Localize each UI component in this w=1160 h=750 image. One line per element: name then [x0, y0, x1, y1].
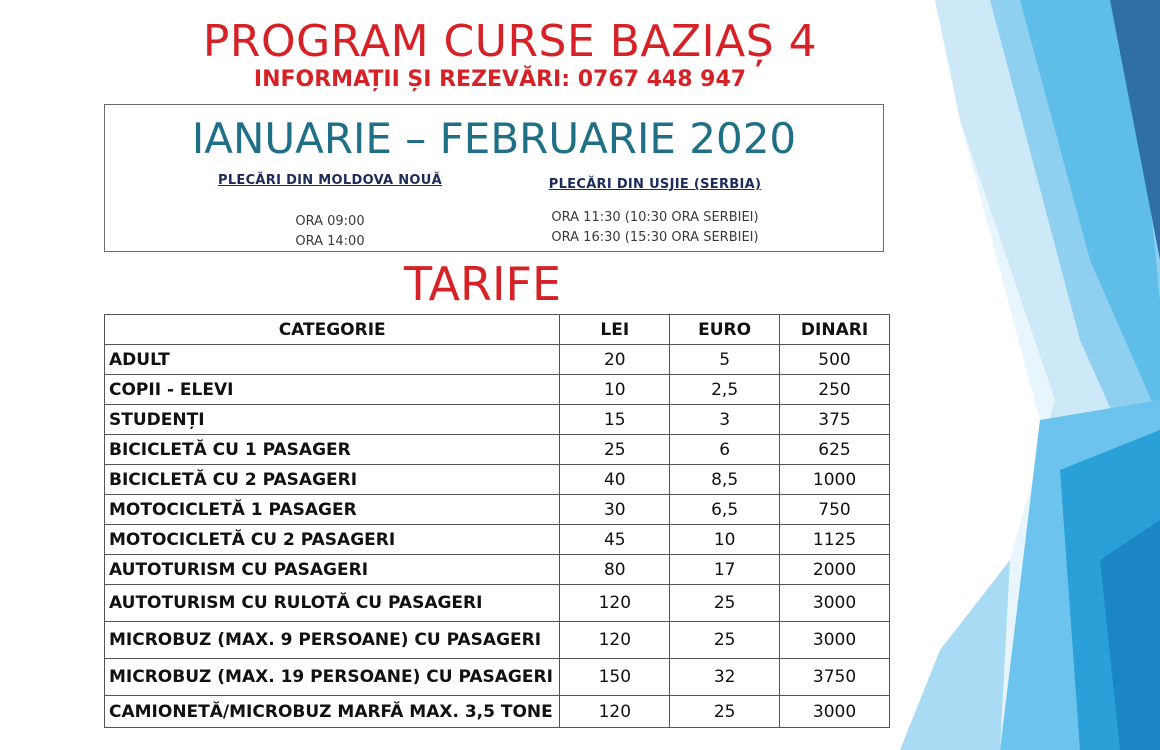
category-cell: CAMIONETĂ/MICROBUZ MARFĂ MAX. 3,5 TONE	[105, 696, 560, 728]
table-row	[105, 525, 890, 555]
euro-cell: 8,5	[670, 465, 780, 495]
category-cell: MICROBUZ (MAX. 19 PERSOANE) CU PASAGERI	[105, 659, 560, 696]
departures-heading: PLECĂRI DIN MOLDOVA NOUĂ	[218, 173, 442, 188]
category-cell: BICICLETĂ CU 2 PASAGERI	[105, 465, 560, 495]
info-reservations-line: INFORMAȚII ȘI REZEVĂRI: 0767 448 947	[253, 67, 747, 92]
dinari-cell: 250	[780, 375, 890, 405]
schedule-period: IANUARIE – FEBRUARIE 2020	[191, 114, 797, 163]
table-row	[105, 405, 890, 435]
category-cell: ADULT	[105, 345, 560, 375]
departure-times	[495, 208, 815, 248]
dinari-cell: 500	[780, 345, 890, 375]
euro-cell: 32	[670, 659, 780, 696]
lei-cell: 120	[560, 696, 670, 728]
table-row	[105, 375, 890, 405]
table-header-row	[105, 315, 890, 345]
table-row	[105, 435, 890, 465]
column-header-euro: EURO	[670, 315, 780, 345]
page-title: PROGRAM CURSE BAZIAȘ 4	[202, 16, 818, 67]
dinari-cell: 625	[780, 435, 890, 465]
table-row	[105, 495, 890, 525]
euro-cell: 10	[670, 525, 780, 555]
dinari-cell: 1125	[780, 525, 890, 555]
table-row	[105, 696, 890, 728]
euro-cell: 6	[670, 435, 780, 465]
euro-cell: 2,5	[670, 375, 780, 405]
table-row	[105, 555, 890, 585]
table-row	[105, 585, 890, 622]
euro-cell: 25	[670, 585, 780, 622]
tariffs-table	[104, 314, 890, 728]
dinari-cell: 3750	[780, 659, 890, 696]
lei-cell: 10	[560, 375, 670, 405]
dinari-cell: 375	[780, 405, 890, 435]
departures-moldova-noua	[175, 173, 485, 252]
departure-time: ORA 09:00	[295, 214, 365, 229]
category-cell: MOTOCICLETĂ 1 PASAGER	[105, 495, 560, 525]
lei-cell: 45	[560, 525, 670, 555]
column-header-lei: LEI	[560, 315, 670, 345]
lei-cell: 25	[560, 435, 670, 465]
lei-cell: 30	[560, 495, 670, 525]
schedule-box	[104, 104, 884, 252]
lei-cell: 20	[560, 345, 670, 375]
category-cell: AUTOTURISM CU PASAGERI	[105, 555, 560, 585]
dinari-cell: 2000	[780, 555, 890, 585]
table-row	[105, 345, 890, 375]
category-cell: COPII - ELEVI	[105, 375, 560, 405]
category-cell: BICICLETĂ CU 1 PASAGER	[105, 435, 560, 465]
category-cell: MOTOCICLETĂ CU 2 PASAGERI	[105, 525, 560, 555]
dinari-cell: 3000	[780, 696, 890, 728]
euro-cell: 25	[670, 696, 780, 728]
dinari-cell: 750	[780, 495, 890, 525]
category-cell: MICROBUZ (MAX. 9 PERSOANE) CU PASAGERI	[105, 622, 560, 659]
lei-cell: 80	[560, 555, 670, 585]
lei-cell: 120	[560, 585, 670, 622]
lei-cell: 15	[560, 405, 670, 435]
table-row	[105, 622, 890, 659]
lei-cell: 120	[560, 622, 670, 659]
departures-heading: PLECĂRI DIN USJIE (SERBIA)	[548, 177, 762, 192]
departure-time: ORA 11:30 (10:30 ORA SERBIEI)	[551, 210, 759, 225]
dinari-cell: 1000	[780, 465, 890, 495]
column-header-dinari: DINARI	[780, 315, 890, 345]
category-cell: STUDENȚI	[105, 405, 560, 435]
euro-cell: 3	[670, 405, 780, 435]
euro-cell: 25	[670, 622, 780, 659]
lei-cell: 150	[560, 659, 670, 696]
euro-cell: 5	[670, 345, 780, 375]
dinari-cell: 3000	[780, 585, 890, 622]
departures-usjie	[495, 173, 815, 248]
tariffs-heading: TARIFE	[404, 257, 562, 311]
departure-time: ORA 16:30 (15:30 ORA SERBIEI)	[551, 230, 759, 245]
dinari-cell: 3000	[780, 622, 890, 659]
euro-cell: 6,5	[670, 495, 780, 525]
column-header-category: CATEGORIE	[105, 315, 560, 345]
departure-time: ORA 14:00	[295, 234, 365, 249]
table-row	[105, 465, 890, 495]
lei-cell: 40	[560, 465, 670, 495]
departure-times	[175, 212, 485, 252]
table-row	[105, 659, 890, 696]
category-cell: AUTOTURISM CU RULOTĂ CU PASAGERI	[105, 585, 560, 622]
euro-cell: 17	[670, 555, 780, 585]
